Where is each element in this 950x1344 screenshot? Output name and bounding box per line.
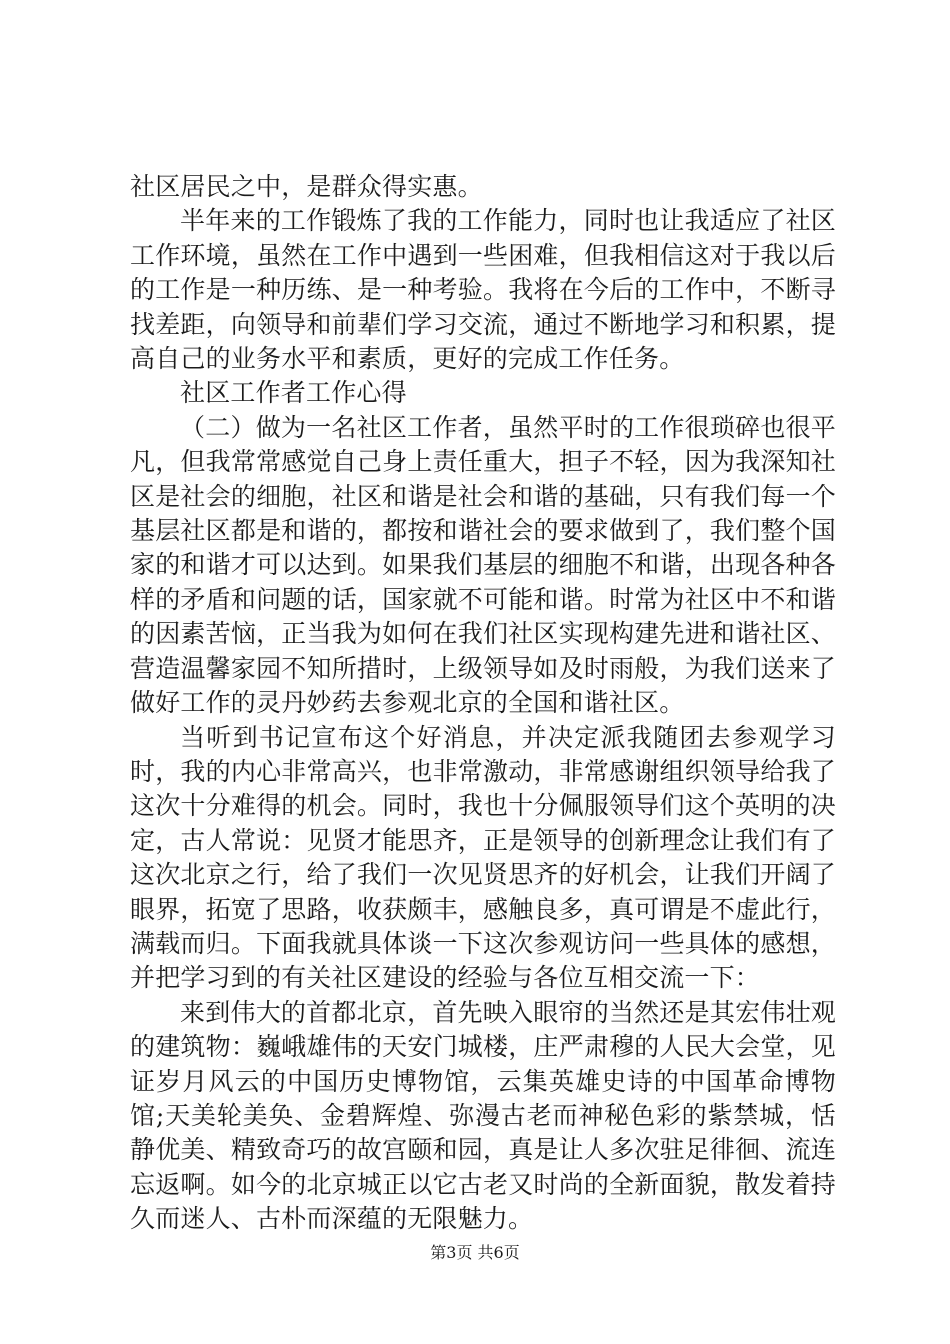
document-body [130,170,836,1237]
paragraph-part-two: （二）做为一名社区工作者，虽然平时的工作很琐碎也很平凡，但我常常感觉自己身上责任重大，担子不轻，因为我深知社区是社会的细胞，社区和谐是社会和谐的基础，只有我们每一个基层社区都是和谐的，都按和谐社会的要求做到了，我们整个国家的和谐才可以达到。如果我们基层的细胞不和谐，出现各种各样的矛盾和问题的话，国家就不可能和谐。时常为社区中不和谐的因素苦恼，正当我为如何在我们社区实现构建先进和谐社区、营造温馨家园不知所措时，上级领导如及时雨般，为我们送来了做好工作的灵丹妙药去参观北京的全国和谐社区。 [130,412,836,718]
page-number-footer: 第3页 共6页 [430,1243,520,1262]
paragraph-half-year-work: 半年来的工作锻炼了我的工作能力，同时也让我适应了社区工作环境，虽然在工作中遇到一些困难，但我相信这对于我以后的工作是一种历练、是一种考验。我将在今后的工作中，不断寻找差距，向领导和前辈们学习交流，通过不断地学习和积累，提高自己的业务水平和素质，更好的完成工作任务。 [130,206,836,374]
paragraph-continuation: 社区居民之中，是群众得实惠。 [130,172,483,201]
section-title: 社区工作者工作心得 [180,378,407,408]
paragraph-beijing-impressions: 来到伟大的首都北京，首先映入眼帘的当然还是其宏伟壮观的建筑物：巍峨雄伟的天安门城楼，庄严肃穆的人民大会堂，见证岁月风云的中国历史博物馆，云集英雄史诗的中国革命博物馆;天美轮美奂、金碧辉煌、弥漫古老而神秘色彩的紫禁城，恬静优美、精致奇巧的故宫颐和园，真是让人多次驻足徘徊、流连忘返啊。如今的北京城正以它古老又时尚的全新面貌，散发着持久而迷人、古朴而深蕴的无限魅力。 [130,997,836,1234]
paragraph-visit-news: 当听到书记宣布这个好消息，并决定派我随团去参观学习时，我的内心非常高兴，也非常激动，非常感谢组织领导给我了这次十分难得的机会。同时，我也十分佩服领导们这个英明的决定，古人常说：见贤才能思齐，正是领导的创新理念让我们有了这次北京之行，给了我们一次见贤思齐的好机会，让我们开阔了眼界，拓宽了思路，收获颇丰，感触良多，真可谓是不虚此行，满载而归。下面我就具体谈一下这次参观访问一些具体的感想，并把学习到的有关社区建设的经验与各位互相交流一下： [130,722,836,993]
